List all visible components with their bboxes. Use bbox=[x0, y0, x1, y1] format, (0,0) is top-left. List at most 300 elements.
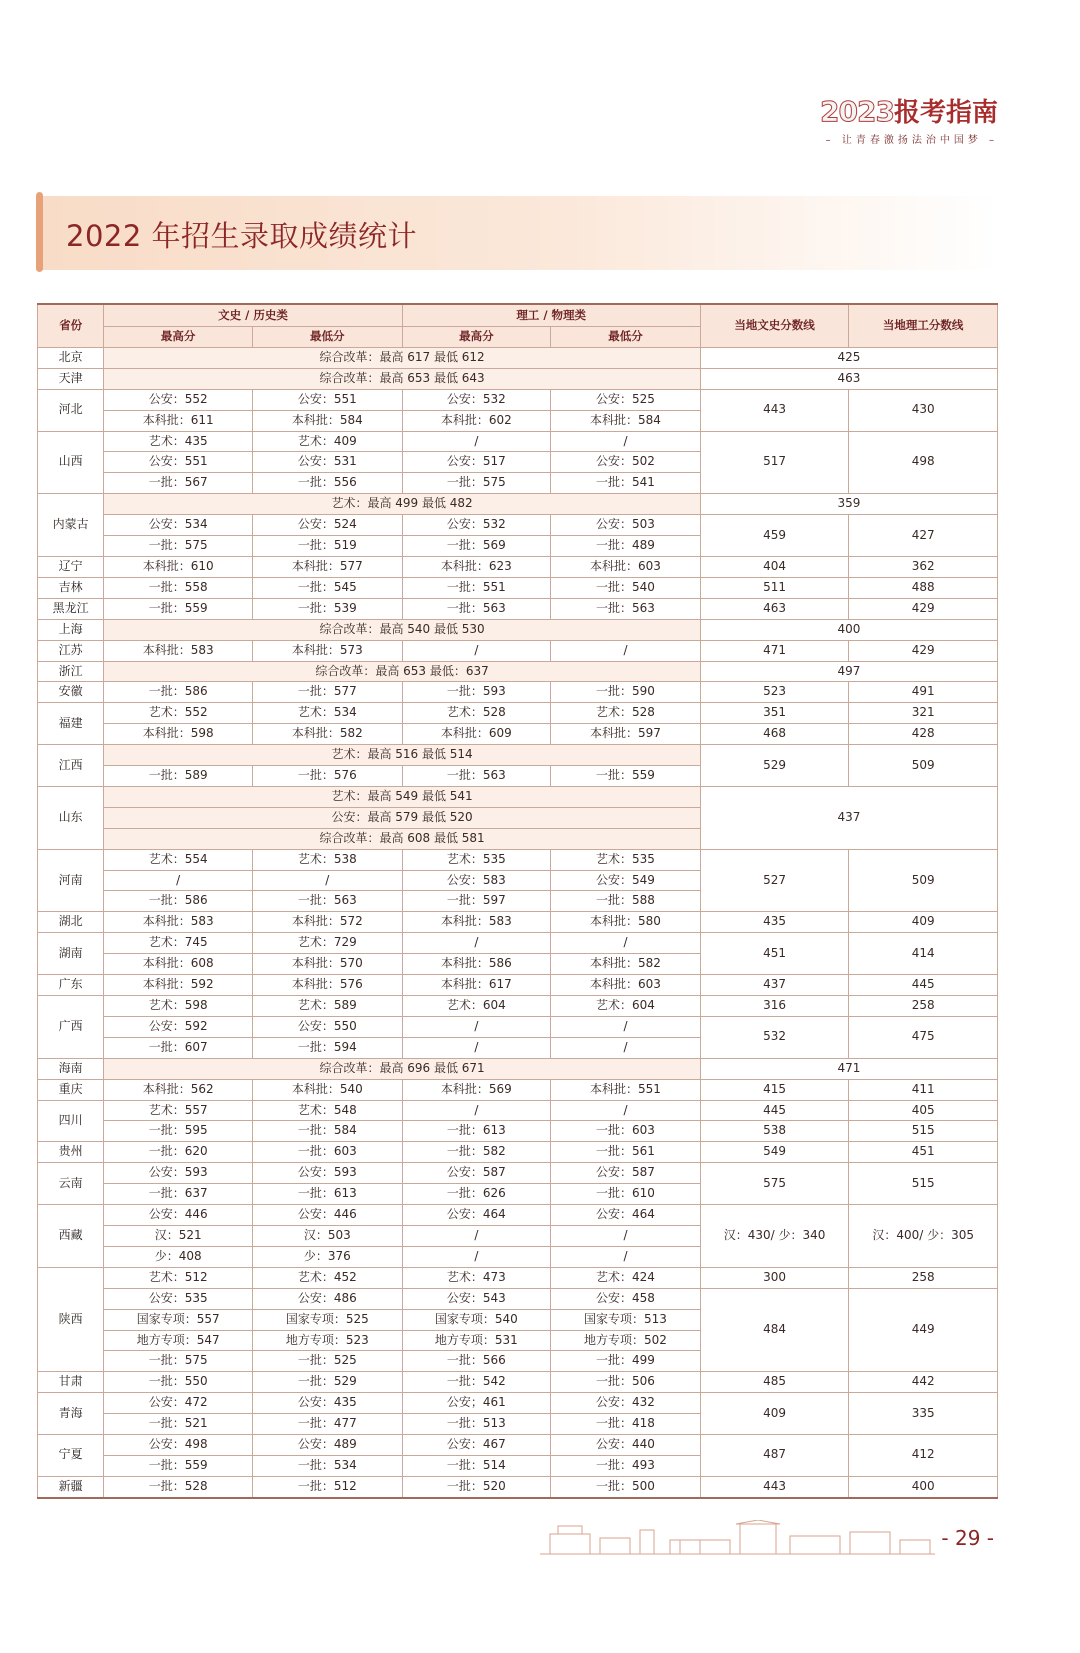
score-cell: 一批：563 bbox=[252, 891, 402, 912]
score-cell: / bbox=[402, 933, 551, 954]
li-line-cell: 258 bbox=[849, 1267, 998, 1288]
score-cell: 本科批：583 bbox=[104, 640, 253, 661]
score-cell: 艺术：424 bbox=[551, 1267, 701, 1288]
score-cell: 公安：432 bbox=[551, 1393, 701, 1414]
score-cell: 国家专项：513 bbox=[551, 1309, 701, 1330]
table-row bbox=[38, 1016, 998, 1037]
score-cell: 本科批：597 bbox=[551, 724, 701, 745]
table-row bbox=[38, 1435, 998, 1456]
table-row bbox=[38, 1058, 998, 1079]
score-cell: 一批：586 bbox=[104, 682, 253, 703]
admission-score-table bbox=[37, 303, 998, 1499]
score-cell: / bbox=[551, 1100, 701, 1121]
score-cell: 一批：613 bbox=[252, 1184, 402, 1205]
score-cell: / bbox=[551, 933, 701, 954]
province-cell: 辽宁 bbox=[38, 556, 104, 577]
province-cell: 四川 bbox=[38, 1100, 104, 1142]
score-cell: 一批：528 bbox=[104, 1476, 253, 1497]
score-cell: 一批：576 bbox=[252, 766, 402, 787]
score-cell: / bbox=[252, 870, 402, 891]
score-cell: 艺术：554 bbox=[104, 849, 253, 870]
wen-line-cell: 443 bbox=[700, 1476, 849, 1497]
wen-line-cell: 435 bbox=[700, 912, 849, 933]
score-cell: 公安：503 bbox=[551, 515, 701, 536]
score-cell: 公安：549 bbox=[551, 870, 701, 891]
score-cell: 一批：575 bbox=[104, 1351, 253, 1372]
score-cell: 一批：541 bbox=[551, 473, 701, 494]
score-cell: 公安；461 bbox=[402, 1393, 551, 1414]
score-cell: 一批：534 bbox=[252, 1455, 402, 1476]
score-cell: / bbox=[402, 1037, 551, 1058]
table-row bbox=[38, 368, 998, 389]
score-cell: 本科批：576 bbox=[252, 975, 402, 996]
li-line-cell: 509 bbox=[849, 745, 998, 787]
score-cell: 本科批：551 bbox=[551, 1079, 701, 1100]
province-cell: 浙江 bbox=[38, 661, 104, 682]
merged-line-cell: 463 bbox=[700, 368, 997, 389]
wen-line-cell: 409 bbox=[700, 1393, 849, 1435]
score-cell: / bbox=[402, 1100, 551, 1121]
score-cell: 艺术：548 bbox=[252, 1100, 402, 1121]
table-row bbox=[38, 598, 998, 619]
li-line-cell: 515 bbox=[849, 1121, 998, 1142]
score-cell: 公安：489 bbox=[252, 1435, 402, 1456]
score-cell: 艺术：409 bbox=[252, 431, 402, 452]
score-cell: 本科批：617 bbox=[402, 975, 551, 996]
province-cell: 山西 bbox=[38, 431, 104, 494]
merged-score-cell: 综合改革：最高 540 最低 530 bbox=[104, 619, 700, 640]
province-cell: 河南 bbox=[38, 849, 104, 912]
li-line-cell: 258 bbox=[849, 996, 998, 1017]
province-cell: 湖南 bbox=[38, 933, 104, 975]
score-cell: 本科批：540 bbox=[252, 1079, 402, 1100]
score-cell: 一批：569 bbox=[402, 536, 551, 557]
score-cell: 本科批：584 bbox=[252, 410, 402, 431]
score-cell: / bbox=[551, 1016, 701, 1037]
score-cell: 本科批：582 bbox=[551, 954, 701, 975]
score-cell: 艺术：534 bbox=[252, 703, 402, 724]
li-line-cell: 429 bbox=[849, 598, 998, 619]
score-cell: 公安：435 bbox=[252, 1393, 402, 1414]
li-line-cell: 515 bbox=[849, 1163, 998, 1205]
header-wenshi: 文史 / 历史类 bbox=[104, 304, 402, 327]
table-row bbox=[38, 1163, 998, 1184]
merged-line-cell: 497 bbox=[700, 661, 997, 682]
page-number: - 29 - bbox=[941, 1526, 994, 1550]
merged-score-cell: 综合改革：最高 608 最低 581 bbox=[104, 828, 700, 849]
score-cell: 一批：489 bbox=[551, 536, 701, 557]
li-line-cell: 430 bbox=[849, 389, 998, 431]
table-row bbox=[38, 431, 998, 452]
score-cell: 一批：539 bbox=[252, 598, 402, 619]
merged-score-cell: 综合改革：最高 653 最低 643 bbox=[104, 368, 700, 389]
score-cell: 国家专项：540 bbox=[402, 1309, 551, 1330]
score-cell: 本科批：592 bbox=[104, 975, 253, 996]
province-cell: 湖北 bbox=[38, 912, 104, 933]
score-cell: 一批：594 bbox=[252, 1037, 402, 1058]
province-cell: 江西 bbox=[38, 745, 104, 787]
province-cell: 宁夏 bbox=[38, 1435, 104, 1477]
score-cell: 公安：532 bbox=[402, 389, 551, 410]
score-cell: 国家专项：525 bbox=[252, 1309, 402, 1330]
score-cell: 本科批：586 bbox=[402, 954, 551, 975]
province-cell: 天津 bbox=[38, 368, 104, 389]
score-cell: 一批：551 bbox=[402, 577, 551, 598]
score-cell: 一批：542 bbox=[402, 1372, 551, 1393]
score-cell: 本科批：603 bbox=[551, 556, 701, 577]
merged-score-cell: 综合改革：最高 617 最低 612 bbox=[104, 347, 700, 368]
score-cell: / bbox=[551, 431, 701, 452]
score-cell: 公安：440 bbox=[551, 1435, 701, 1456]
province-cell: 甘肃 bbox=[38, 1372, 104, 1393]
table-row bbox=[38, 745, 998, 766]
li-line-cell: 427 bbox=[849, 515, 998, 557]
wen-line-cell: 538 bbox=[700, 1121, 849, 1142]
wen-line-cell: 532 bbox=[700, 1016, 849, 1058]
score-cell: 本科批：562 bbox=[104, 1079, 253, 1100]
score-cell: 艺术：604 bbox=[551, 996, 701, 1017]
li-line-cell: 498 bbox=[849, 431, 998, 494]
score-cell: 一批：521 bbox=[104, 1414, 253, 1435]
table-row bbox=[38, 577, 998, 598]
score-cell: 汉：503 bbox=[252, 1225, 402, 1246]
wen-line-cell: 445 bbox=[700, 1100, 849, 1121]
score-cell: 地方专项：547 bbox=[104, 1330, 253, 1351]
score-cell: 本科批：598 bbox=[104, 724, 253, 745]
score-cell: 艺术：452 bbox=[252, 1267, 402, 1288]
score-cell: / bbox=[402, 431, 551, 452]
merged-line-cell: 471 bbox=[700, 1058, 997, 1079]
table-body bbox=[38, 347, 998, 1497]
province-cell: 河北 bbox=[38, 389, 104, 431]
wen-line-cell: 300 bbox=[700, 1267, 849, 1288]
table-row bbox=[38, 912, 998, 933]
province-cell: 北京 bbox=[38, 347, 104, 368]
table-row bbox=[38, 786, 998, 807]
header-wen-line: 当地文史分数线 bbox=[700, 304, 849, 347]
table-row bbox=[38, 1476, 998, 1497]
table-row bbox=[38, 849, 998, 870]
li-line-cell: 405 bbox=[849, 1100, 998, 1121]
score-cell: 一批：637 bbox=[104, 1184, 253, 1205]
score-cell: 公安：532 bbox=[402, 515, 551, 536]
score-cell: 一批：506 bbox=[551, 1372, 701, 1393]
score-cell: 艺术：473 bbox=[402, 1267, 551, 1288]
table-row bbox=[38, 1393, 998, 1414]
score-cell: 一批：613 bbox=[402, 1121, 551, 1142]
score-cell: 一批：586 bbox=[104, 891, 253, 912]
wen-line-cell: 451 bbox=[700, 933, 849, 975]
score-cell: 公安：593 bbox=[252, 1163, 402, 1184]
table-row bbox=[38, 996, 998, 1017]
score-cell: 艺术：535 bbox=[551, 849, 701, 870]
li-line-cell: 321 bbox=[849, 703, 998, 724]
score-cell: 艺术：528 bbox=[551, 703, 701, 724]
li-line-cell: 335 bbox=[849, 1393, 998, 1435]
wen-line-cell: 471 bbox=[700, 640, 849, 661]
score-cell: / bbox=[551, 1246, 701, 1267]
table-row bbox=[38, 389, 998, 410]
score-cell: 本科批：608 bbox=[104, 954, 253, 975]
score-cell: 一批：513 bbox=[402, 1414, 551, 1435]
score-cell: 本科批：609 bbox=[402, 724, 551, 745]
wen-line-cell: 527 bbox=[700, 849, 849, 912]
score-cell: 一批：588 bbox=[551, 891, 701, 912]
score-cell: 本科批：584 bbox=[551, 410, 701, 431]
wen-line-cell: 517 bbox=[700, 431, 849, 494]
province-cell: 云南 bbox=[38, 1163, 104, 1205]
score-cell: 公安：458 bbox=[551, 1288, 701, 1309]
score-cell: 本科批：572 bbox=[252, 912, 402, 933]
merged-score-cell: 艺术：最高 499 最低 482 bbox=[104, 494, 700, 515]
province-cell: 贵州 bbox=[38, 1142, 104, 1163]
score-cell: 公安：587 bbox=[402, 1163, 551, 1184]
score-cell: 本科批：583 bbox=[104, 912, 253, 933]
score-cell: 一批：559 bbox=[551, 766, 701, 787]
score-cell: 一批：566 bbox=[402, 1351, 551, 1372]
score-cell: / bbox=[551, 1225, 701, 1246]
score-cell: 艺术：535 bbox=[402, 849, 551, 870]
merged-line-cell: 400 bbox=[700, 619, 997, 640]
score-cell: / bbox=[551, 640, 701, 661]
province-cell: 福建 bbox=[38, 703, 104, 745]
score-cell: 一批：493 bbox=[551, 1455, 701, 1476]
province-cell: 陕西 bbox=[38, 1267, 104, 1372]
wen-line-cell: 汉：430/ 少：340 bbox=[700, 1205, 849, 1268]
score-cell: 公安：486 bbox=[252, 1288, 402, 1309]
li-line-cell: 411 bbox=[849, 1079, 998, 1100]
province-cell: 黑龙江 bbox=[38, 598, 104, 619]
score-cell: 艺术：598 bbox=[104, 996, 253, 1017]
header-wen-max: 最高分 bbox=[104, 327, 253, 348]
province-cell: 山东 bbox=[38, 786, 104, 849]
score-cell: 一批：563 bbox=[402, 598, 551, 619]
province-cell: 上海 bbox=[38, 619, 104, 640]
wen-line-cell: 437 bbox=[700, 975, 849, 996]
score-cell: 一批：589 bbox=[104, 766, 253, 787]
table-row bbox=[38, 1288, 998, 1309]
li-line-cell: 442 bbox=[849, 1372, 998, 1393]
score-cell: 本科批：569 bbox=[402, 1079, 551, 1100]
score-cell: 一批：582 bbox=[402, 1142, 551, 1163]
header-li-max: 最高分 bbox=[402, 327, 551, 348]
banner-accent-bar bbox=[36, 192, 43, 272]
score-cell: 公安：593 bbox=[104, 1163, 253, 1184]
score-cell: 艺术：729 bbox=[252, 933, 402, 954]
wen-line-cell: 487 bbox=[700, 1435, 849, 1477]
score-cell: 公安：587 bbox=[551, 1163, 701, 1184]
score-cell: 公安：551 bbox=[252, 389, 402, 410]
table-row bbox=[38, 1205, 998, 1226]
score-cell: 公安：446 bbox=[252, 1205, 402, 1226]
li-line-cell: 362 bbox=[849, 556, 998, 577]
province-cell: 重庆 bbox=[38, 1079, 104, 1100]
score-cell: 本科批：602 bbox=[402, 410, 551, 431]
score-cell: 一批：597 bbox=[402, 891, 551, 912]
brand-year: 2023 bbox=[820, 95, 894, 128]
wen-line-cell: 459 bbox=[700, 515, 849, 557]
score-cell: 一批：558 bbox=[104, 577, 253, 598]
table-row bbox=[38, 933, 998, 954]
li-line-cell: 400 bbox=[849, 1476, 998, 1497]
header-li-min: 最低分 bbox=[551, 327, 701, 348]
score-cell: 公安：583 bbox=[402, 870, 551, 891]
score-cell: 汉：521 bbox=[104, 1225, 253, 1246]
score-cell: 地方专项：523 bbox=[252, 1330, 402, 1351]
table-row bbox=[38, 1372, 998, 1393]
merged-score-cell: 综合改革：最高 696 最低 671 bbox=[104, 1058, 700, 1079]
score-cell: 一批：556 bbox=[252, 473, 402, 494]
wen-line-cell: 463 bbox=[700, 598, 849, 619]
province-cell: 新疆 bbox=[38, 1476, 104, 1497]
score-cell: 一批：559 bbox=[104, 1455, 253, 1476]
score-cell: 艺术：589 bbox=[252, 996, 402, 1017]
li-line-cell: 488 bbox=[849, 577, 998, 598]
score-cell: 一批：593 bbox=[402, 682, 551, 703]
score-cell: 公安：502 bbox=[551, 452, 701, 473]
score-cell: 公安：592 bbox=[104, 1016, 253, 1037]
score-cell: 一批：607 bbox=[104, 1037, 253, 1058]
li-line-cell: 449 bbox=[849, 1288, 998, 1372]
score-cell: 公安：524 bbox=[252, 515, 402, 536]
score-cell: / bbox=[402, 640, 551, 661]
merged-score-cell: 艺术：最高 549 最低 541 bbox=[104, 786, 700, 807]
li-line-cell: 414 bbox=[849, 933, 998, 975]
score-cell: 一批：603 bbox=[551, 1121, 701, 1142]
score-cell: 地方专项：502 bbox=[551, 1330, 701, 1351]
li-line-cell: 409 bbox=[849, 912, 998, 933]
score-cell: 一批：477 bbox=[252, 1414, 402, 1435]
table-row bbox=[38, 619, 998, 640]
province-cell: 内蒙古 bbox=[38, 494, 104, 557]
score-cell: 一批：610 bbox=[551, 1184, 701, 1205]
score-cell: 一批：620 bbox=[104, 1142, 253, 1163]
score-cell: 公安：498 bbox=[104, 1435, 253, 1456]
score-cell: 本科批：610 bbox=[104, 556, 253, 577]
score-cell: 公安：517 bbox=[402, 452, 551, 473]
score-cell: 一批：595 bbox=[104, 1121, 253, 1142]
score-cell: 公安：525 bbox=[551, 389, 701, 410]
score-cell: 艺术：745 bbox=[104, 933, 253, 954]
score-cell: 公安：464 bbox=[551, 1205, 701, 1226]
table-row bbox=[38, 1100, 998, 1121]
score-cell: 艺术：557 bbox=[104, 1100, 253, 1121]
table-row bbox=[38, 347, 998, 368]
wen-line-cell: 415 bbox=[700, 1079, 849, 1100]
score-cell: / bbox=[402, 1016, 551, 1037]
table-row bbox=[38, 556, 998, 577]
page-title: 2022 年招生录取成绩统计 bbox=[66, 219, 418, 253]
score-cell: 本科批：580 bbox=[551, 912, 701, 933]
table-row bbox=[38, 703, 998, 724]
table-row bbox=[38, 1121, 998, 1142]
score-cell: 一批：529 bbox=[252, 1372, 402, 1393]
score-cell: 一批：563 bbox=[402, 766, 551, 787]
score-cell: 一批：577 bbox=[252, 682, 402, 703]
score-cell: 本科批：611 bbox=[104, 410, 253, 431]
wen-line-cell: 523 bbox=[700, 682, 849, 703]
score-cell: 艺术：604 bbox=[402, 996, 551, 1017]
score-cell: / bbox=[551, 1037, 701, 1058]
wen-line-cell: 351 bbox=[700, 703, 849, 724]
li-line-cell: 509 bbox=[849, 849, 998, 912]
brand-header bbox=[820, 92, 998, 146]
score-cell: 公安：550 bbox=[252, 1016, 402, 1037]
wen-line-cell: 575 bbox=[700, 1163, 849, 1205]
score-cell: 一批：590 bbox=[551, 682, 701, 703]
score-cell: 艺术：435 bbox=[104, 431, 253, 452]
score-cell: 本科批：577 bbox=[252, 556, 402, 577]
score-cell: 公安：543 bbox=[402, 1288, 551, 1309]
wen-line-cell: 484 bbox=[700, 1288, 849, 1372]
table-row bbox=[38, 515, 998, 536]
li-line-cell: 429 bbox=[849, 640, 998, 661]
score-cell: 一批：559 bbox=[104, 598, 253, 619]
header-ligong: 理工 / 物理类 bbox=[402, 304, 700, 327]
score-cell: 一批：540 bbox=[551, 577, 701, 598]
score-cell: 公安：551 bbox=[104, 452, 253, 473]
score-cell: 公安：464 bbox=[402, 1205, 551, 1226]
wen-line-cell: 511 bbox=[700, 577, 849, 598]
score-cell: 本科批：573 bbox=[252, 640, 402, 661]
province-cell: 广西 bbox=[38, 996, 104, 1059]
score-cell: 艺术：512 bbox=[104, 1267, 253, 1288]
score-cell: 一批：418 bbox=[551, 1414, 701, 1435]
score-cell: 一批：520 bbox=[402, 1476, 551, 1497]
merged-line-cell: 359 bbox=[700, 494, 997, 515]
score-cell: 一批：626 bbox=[402, 1184, 551, 1205]
score-cell: 国家专项：557 bbox=[104, 1309, 253, 1330]
score-cell: 地方专项：531 bbox=[402, 1330, 551, 1351]
score-cell: 一批：575 bbox=[104, 536, 253, 557]
score-cell: 公安：446 bbox=[104, 1205, 253, 1226]
score-cell: 一批：512 bbox=[252, 1476, 402, 1497]
score-cell: 一批：500 bbox=[551, 1476, 701, 1497]
merged-line-cell: 425 bbox=[700, 347, 997, 368]
score-cell: 一批：567 bbox=[104, 473, 253, 494]
table-row bbox=[38, 1267, 998, 1288]
score-cell: / bbox=[402, 1225, 551, 1246]
table-row bbox=[38, 661, 998, 682]
header-wen-min: 最低分 bbox=[252, 327, 402, 348]
score-cell: 公安：535 bbox=[104, 1288, 253, 1309]
wen-line-cell: 316 bbox=[700, 996, 849, 1017]
wen-line-cell: 485 bbox=[700, 1372, 849, 1393]
campus-sketch-illustration bbox=[540, 1520, 935, 1556]
score-cell: 本科批：582 bbox=[252, 724, 402, 745]
table-row bbox=[38, 1079, 998, 1100]
score-cell: 艺术：552 bbox=[104, 703, 253, 724]
li-line-cell: 445 bbox=[849, 975, 998, 996]
score-cell: 一批：514 bbox=[402, 1455, 551, 1476]
score-cell: 一批：575 bbox=[402, 473, 551, 494]
brand-slogan: – 让青春激扬法治中国梦 – bbox=[825, 135, 998, 146]
province-cell: 西藏 bbox=[38, 1205, 104, 1268]
score-cell: 公安：531 bbox=[252, 452, 402, 473]
merged-score-cell: 艺术：最高 516 最低 514 bbox=[104, 745, 700, 766]
li-line-cell: 491 bbox=[849, 682, 998, 703]
li-line-cell: 428 bbox=[849, 724, 998, 745]
li-line-cell: 475 bbox=[849, 1016, 998, 1058]
score-cell: 本科批：603 bbox=[551, 975, 701, 996]
brand-title: 报考指南 bbox=[893, 98, 998, 128]
score-cell: 艺术：538 bbox=[252, 849, 402, 870]
province-cell: 江苏 bbox=[38, 640, 104, 661]
score-cell: 本科批：623 bbox=[402, 556, 551, 577]
li-line-cell: 451 bbox=[849, 1142, 998, 1163]
score-cell: 一批：561 bbox=[551, 1142, 701, 1163]
merged-score-cell: 公安：最高 579 最低 520 bbox=[104, 807, 700, 828]
